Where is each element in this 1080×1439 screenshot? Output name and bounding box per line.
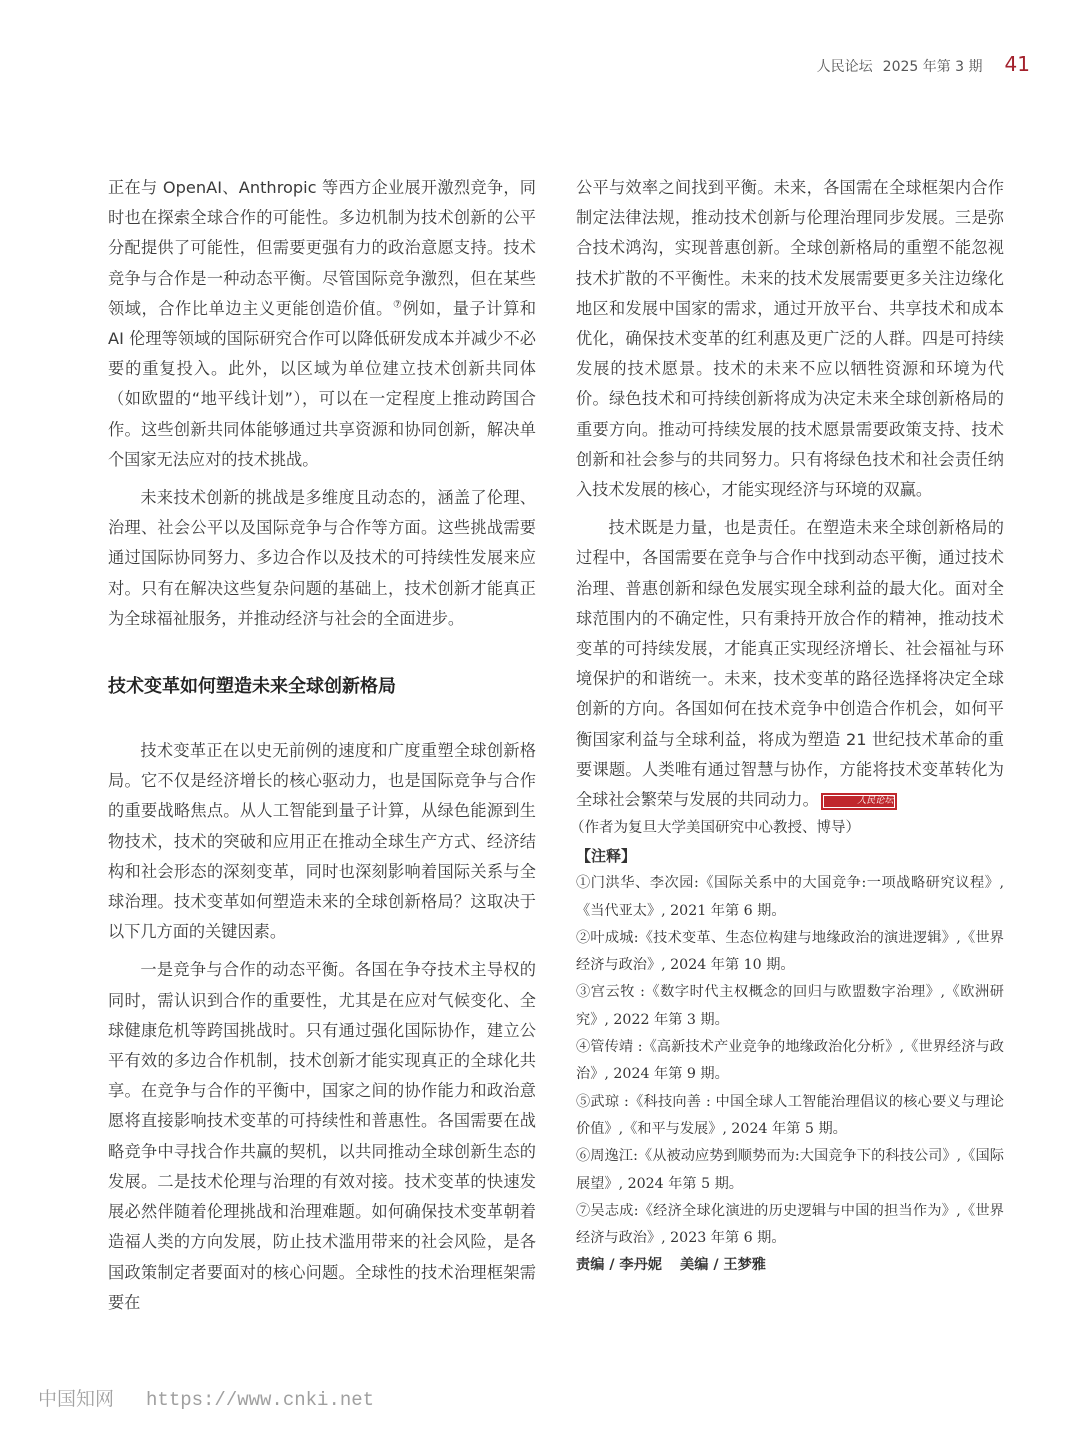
author-note: （作者为复旦大学美国研究中心教授、博导） bbox=[570, 820, 860, 837]
site-name: 中国知网 bbox=[38, 1388, 115, 1410]
right-column bbox=[570, 173, 1004, 1279]
running-header bbox=[817, 52, 1030, 76]
paragraph: 未来技术创新的挑战是多维度且动态的，涵盖了伦理、治理、社会公平以及国际竞争与合作等方面。这些挑战需要通过国际协同努力、多边合作以及技术的可持续性发展来应对。只有在解决这些复杂问题的基础上，技术创新才能真正为全球福祉服务，并推动经济与社会的全面进步。 bbox=[108, 488, 536, 628]
reference-note: ⑥周逸江:《从被动应势到顺势而为:大国竞争下的科技公司》,《国际展望》, 2024 年第 5 期。 bbox=[576, 1148, 1004, 1192]
paragraph bbox=[576, 513, 1004, 815]
end-mark-logo-icon: 人民论坛 bbox=[821, 793, 897, 810]
reference-note: ②叶成城:《技术变革、生态位构建与地缘政治的演进逻辑》,《世界经济与政治》, 2024 年第 10 期。 bbox=[576, 929, 1004, 974]
paragraph bbox=[108, 173, 536, 475]
page-number: 41 bbox=[1004, 52, 1030, 76]
designer-credit: 美编 / 王梦雅 bbox=[680, 1257, 766, 1274]
reference-note: ③宫云牧 :《数字时代主权概念的回归与欧盟数字治理》,《欧洲研究》, 2022 年第 3 期。 bbox=[576, 984, 1004, 1028]
issue-label: 2025 年第 3 期 bbox=[882, 59, 983, 75]
paragraph-text: 技术既是力量，也是责任。在塑造未来全球创新格局的过程中，各国需要在竞争与合作中找到动态平衡，通过技术治理、普惠创新和绿色发展实现全球利益的最大化。面对全球范围内的不确定性，只有秉持开放合作的精神，推动技术变革的可持续发展，才能真正实现经济增长、社会福祉与环境保护的和谐统一。未来，技术变革的路径选择将决定全球创新的方向。各国如何在技术竞争中创造合作机会，如何平衡国家利益与全球利益，将成为塑造 21 世纪技术革命的重要课题。人类唯有通过智慧与协作，方能将技术变革转化为全球社会繁荣与发展的共同动力。 bbox=[576, 518, 1004, 810]
site-url-link[interactable]: https://www.cnki.net bbox=[146, 1389, 375, 1411]
left-column bbox=[108, 173, 536, 1318]
reference-note: ⑤武琼 :《科技向善 : 中国全球人工智能治理倡议的核心要义与理论价值》,《和平与发展》, 2024 年第 5 期。 bbox=[576, 1093, 1004, 1137]
reference-note: ④管传靖 :《高新技术产业竞争的地缘政治化分析》,《世界经济与政治》, 2024 年第 9 期。 bbox=[576, 1039, 1004, 1083]
paragraph-text: 正在与 OpenAI、Anthropic 等西方企业展开激烈竞争，同时也在探索全球合作的可能性。多边机制为技术创新的公平分配提供了可能性，但需要更强有力的政治意愿支持。技术竞争与合作是一种动态平衡。尽管国际竞争激烈，但在某些领域，合作比单边主义更能创造价值。 bbox=[108, 178, 536, 318]
journal-name: 人民论坛 bbox=[816, 59, 873, 75]
paragraph: 一是竞争与合作的动态平衡。各国在争夺技术主导权的同时，需认识到合作的重要性，尤其是在应对气候变化、全球健康危机等跨国挑战时。只有通过强化国际协作，建立公平有效的多边合作机制，技术创新才能实现真正的全球化共享。在竞争与合作的平衡中，国家之间的协作能力和政治意愿将直接影响技术变革的可持续性和普惠性。各国需要在战略竞争中寻找合作共赢的契机，以共同推动全球创新生态的发展。二是技术伦理与治理的有效对接。技术变革的快速发展必然伴随着伦理挑战和治理难题。如何确保技术变革朝着造福人类的方向发展，防止技术滥用带来的社会风险，是各国政策制定者要面对的核心问题。全球性的技术治理框架需要在 bbox=[108, 960, 536, 1312]
notes-heading: 【注释】 bbox=[576, 847, 637, 866]
footnote-marker[interactable]: ⑦ bbox=[392, 299, 403, 311]
watermark-footer bbox=[38, 1384, 374, 1411]
paragraph: 技术变革正在以史无前例的速度和广度重塑全球创新格局。它不仅是经济增长的核心驱动力，也是国际竞争与合作的重要战略焦点。从人工智能到量子计算，从绿色能源到生物技术，技术的突破和应用正在推动全球生产方式、经济结构和社会形态的深刻变革，同时也深刻影响着国际关系与全球治理。技术变革如何塑造未来的全球创新格局？这取决于以下几方面的关键因素。 bbox=[108, 741, 536, 942]
section-heading: 技术变革如何塑造未来全球创新格局 bbox=[108, 676, 396, 698]
editor-credits bbox=[576, 1252, 1004, 1279]
paragraph: 公平与效率之间找到平衡。未来，各国需在全球框架内合作制定法律法规，推动技术创新与伦理治理同步发展。三是弥合技术鸿沟，实现普惠创新。全球创新格局的重塑不能忽视技术扩散的不平衡性。未来的技术发展需要更多关注边缘化地区和发展中国家的需求，通过开放平台、共享技术和成本优化，确保技术变革的红利惠及更广泛的人群。四是可持续发展的技术愿景。技术的未来不应以牺牲资源和环境为代价。绿色技术和可持续创新将成为决定未来全球创新格局的重要方向。推动可持续发展的技术愿景需要政策支持、技术创新和社会参与的共同努力。只有将绿色技术和社会责任纳入技术发展的核心，才能实现经济与环境的双赢。 bbox=[576, 178, 1004, 500]
reference-note: ⑦吴志成:《经济全球化演进的历史逻辑与中国的担当作为》,《世界经济与政治》, 2023 年第 6 期。 bbox=[576, 1202, 1004, 1247]
reference-note: ①门洪华、李次园:《国际关系中的大国竞争:一项战略研究议程》,《当代亚太》, 2021 年第 6 期。 bbox=[576, 875, 1004, 919]
editor-credit: 责编 / 李丹妮 bbox=[576, 1257, 662, 1274]
paragraph-text: 例如，量子计算和 AI 伦理等领域的国际研究合作可以降低研发成本并减少不必要的重复投入。此外，以区域为单位建立技术创新共同体（如欧盟的“地平线计划”），可以在一定程度上推动跨国合作。这些创新共同体能够通过共享资源和协同创新，解决单个国家无法应对的技术挑战。 bbox=[108, 298, 537, 469]
